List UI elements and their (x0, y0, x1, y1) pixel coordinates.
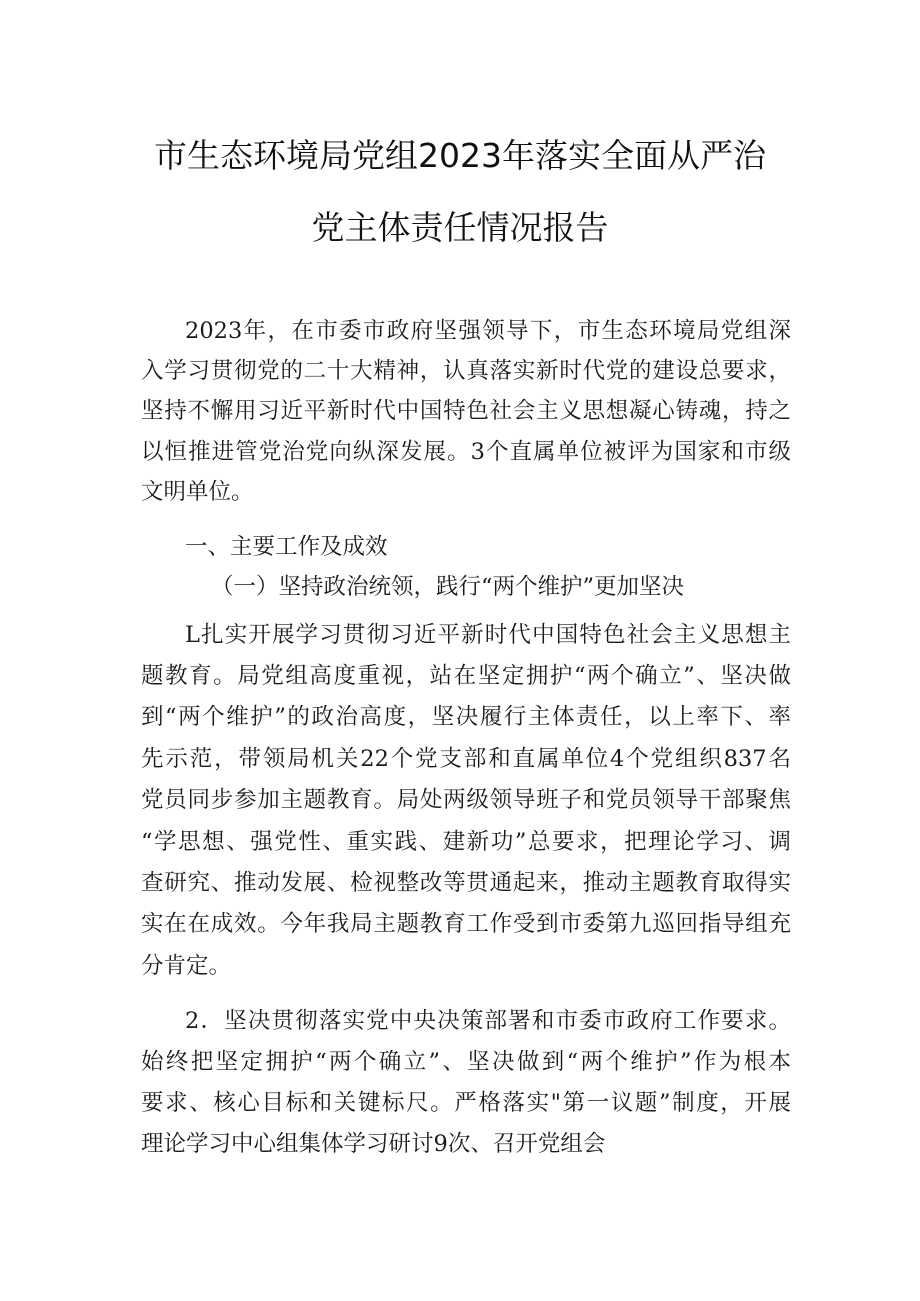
paragraph-2-line-3: 到“两个维护”的政治高度，坚决履行主体责任，以上率下、率 (141, 704, 791, 730)
document-title-line-2: 党主体责任情况报告 (311, 208, 609, 247)
paragraph-2-line-4: 先示范，带领局机关22个党支部和直属单位4个党组织837名 (141, 746, 791, 772)
paragraph-1-line-3: 坚持不懈用习近平新时代中国特色社会主义思想凝心铸魂，持之 (141, 398, 791, 424)
paragraph-3-line-4: 理论学习中心组集体学习研讨9次、召开党组会 (141, 1131, 606, 1157)
section-heading: 一、主要工作及成效 (185, 534, 388, 560)
paragraph-2-line-2: 题教育。局党组高度重视，站在坚定拥护“两个确立”、坚决做 (141, 663, 791, 689)
paragraph-1-line-5: 文明单位。 (141, 479, 254, 505)
paragraph-2-line-9: 分肯定。 (141, 953, 232, 979)
paragraph-2-line-1: L扎实开展学习贯彻习近平新时代中国特色社会主义思想主 (185, 622, 791, 648)
paragraph-3-line-2: 始终把坚定拥护“两个确立”、坚决做到“两个维护”作为根本 (141, 1049, 791, 1075)
paragraph-3-line-1: 2．坚决贯彻落实党中央决策部署和市委市政府工作要求。 (185, 1008, 791, 1034)
subsection-heading: （一）坚持政治统领，践行“两个维护”更加坚决 (211, 574, 685, 600)
paragraph-2-line-5: 党员同步参加主题教育。局处两级领导班子和党员领导干部聚焦 (141, 787, 791, 813)
paragraph-3-line-3: 要求、核心目标和关键标尺。严格落实"第一议题”制度，开展 (141, 1090, 791, 1116)
paragraph-2-line-8: 实在在成效。今年我局主题教育工作受到市委第九巡回指导组充 (141, 911, 791, 937)
document-title-line-1: 市生态环境局党组2023年落实全面从严治 (154, 136, 766, 175)
paragraph-1-line-4: 以恒推进管党治党向纵深发展。3个直属单位被评为国家和市级 (141, 439, 791, 465)
paragraph-2-line-7: 查研究、推动发展、检视整改等贯通起来，推动主题教育取得实 (141, 870, 791, 896)
paragraph-1-line-2: 入学习贯彻党的二十大精神，认真落实新时代党的建设总要求， (141, 358, 791, 384)
paragraph-1-line-1: 2023年，在市委市政府坚强领导下，市生态环境局党组深 (185, 318, 791, 344)
paragraph-2-line-6: “学思想、强党性、重实践、建新功”总要求，把理论学习、调 (141, 829, 791, 855)
